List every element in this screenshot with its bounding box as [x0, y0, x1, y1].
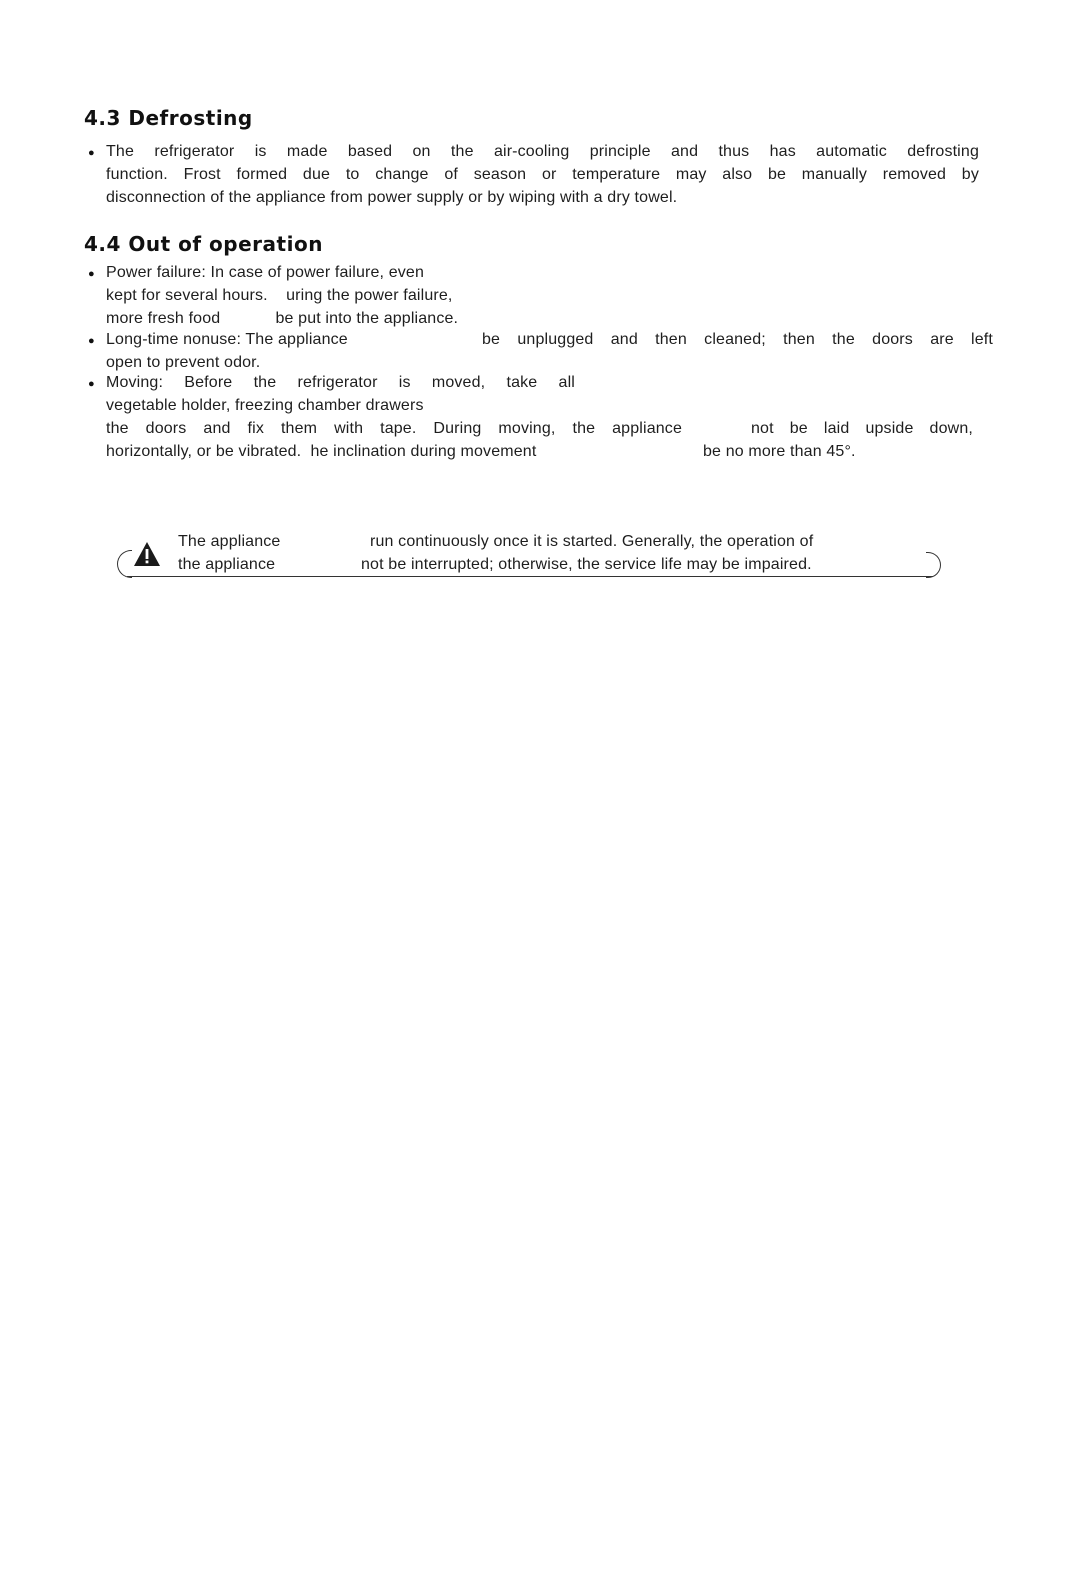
bullet-icon: ● [88, 147, 95, 159]
notice-line-1b: run continuously once it is started. Generally, the operation of [370, 533, 814, 550]
bullet-icon: ● [88, 378, 95, 390]
moving-line-4a: horizontally, or be vibrated. he inclination during movement [106, 443, 537, 460]
moving-line-1: Moving: Before the refrigerator is moved, take all [106, 374, 575, 391]
nonuse-line-2: open to prevent odor. [106, 354, 261, 371]
bullet-icon: ● [88, 335, 95, 347]
defrosting-line-2: function. Frost formed due to change of season or temperature may also be manually removed by [106, 166, 979, 183]
notice-line-2a: the appliance [178, 556, 276, 573]
bullet-icon: ● [88, 268, 95, 280]
moving-line-2: vegetable holder, freezing chamber drawers [106, 397, 424, 414]
defrosting-line-1: The refrigerator is made based on the air-cooling principle and thus has automatic defrosting [106, 143, 979, 160]
moving-line-4b: be no more than 45°. [703, 443, 856, 460]
warning-triangle-icon [133, 541, 161, 567]
section-heading-out-of-operation: 4.4 Out of operation [84, 232, 323, 256]
power-failure-line-2: kept for several hours. uring the power failure, [106, 287, 453, 304]
notice-bracket-right [926, 552, 941, 578]
notice-line-2b: not be interrupted; otherwise, the service life may be impaired. [361, 556, 812, 573]
moving-line-3a: the doors and fix them with tape. During moving, the appliance [106, 420, 682, 437]
power-failure-line-1: Power failure: In case of power failure, even [106, 264, 425, 281]
notice-line-1a: The appliance [178, 533, 281, 550]
notice-underline [127, 576, 933, 577]
defrosting-line-3: disconnection of the appliance from power supply or by wiping with a dry towel. [106, 189, 678, 206]
moving-line-3b: not be laid upside down, [751, 420, 973, 437]
nonuse-line-1b: be unplugged and then cleaned; then the doors are left [482, 331, 993, 348]
power-failure-line-3: more fresh food be put into the appliance. [106, 310, 459, 327]
nonuse-line-1a: Long-time nonuse: The appliance [106, 331, 348, 348]
section-heading-defrosting: 4.3 Defrosting [84, 106, 253, 130]
notice-bracket-left [117, 550, 132, 578]
